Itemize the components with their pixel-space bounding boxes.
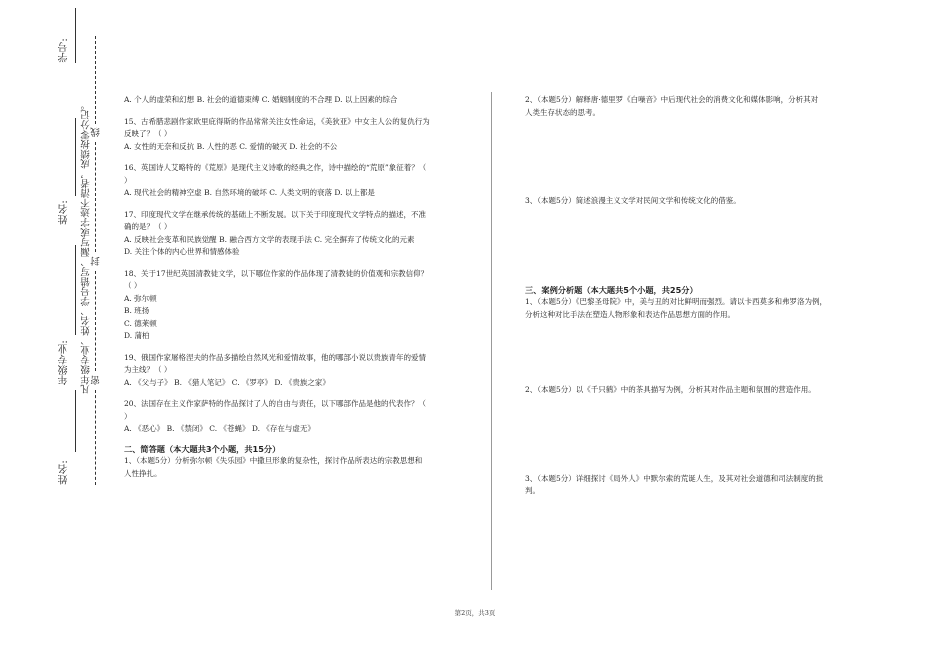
q16-options: A. 现代社会的精神空虚 B. 自然环境的破坏 C. 人类文明的衰落 D. 以上都是 bbox=[124, 188, 375, 197]
q16-text-1: 16、英国诗人艾略特的《荒原》是现代主义诗歌的经典之作，诗中描绘的“荒原”象征着？（ bbox=[124, 163, 427, 172]
seal-line-top bbox=[95, 36, 96, 124]
binding-warning: 凡年级专业、姓名、学号错写、漏写或字迹不清者，成绩按零分记。 bbox=[81, 100, 92, 394]
q14-options: A. 个人的虚荣和幻想 B. 社会的道德束缚 C. 婚姻制度的不合理 D. 以上因素的综合 bbox=[124, 95, 398, 104]
s2-q2-line-1: 2、（本题5分）解释唐·德里罗《白噪音》中后现代社会的消费文化和媒体影响，分析其对 bbox=[525, 95, 819, 104]
s2-q1-line-1: 1、（本题5分）分析弥尔顿《失乐园》中撒旦形象的复杂性，探讨作品所表达的宗教思想和 bbox=[124, 456, 423, 465]
q17-text-2: 确的是？（ ） bbox=[124, 222, 172, 231]
q18-text-1: 18、关于17世纪英国清教徒文学，以下哪位作家的作品体现了清教徒的价值观和宗教信仰？ bbox=[124, 268, 429, 278]
section2-title: 二、简答题（本大题共3个小题，共15分） bbox=[124, 443, 281, 454]
binding-margin bbox=[0, 0, 110, 672]
q19-options: A. 《父与子》 B. 《猎人笔记》 C. 《罗亭》 D. 《贵族之家》 bbox=[124, 377, 330, 387]
section3-title: 三、案例分析题（本大题共5个小题，共25分） bbox=[525, 284, 698, 295]
s3-q1-line-2: 分析这种对比手法在塑造人物形象和表达作品思想方面的作用。 bbox=[525, 309, 735, 319]
seal-char-xian: 线 bbox=[91, 127, 102, 137]
seal-line-bottom bbox=[95, 390, 96, 485]
class-line bbox=[75, 245, 76, 335]
q18-option-c: C. 德莱顿 bbox=[124, 318, 157, 328]
seal-line-mid1 bbox=[95, 142, 96, 252]
name-label: 姓名: bbox=[59, 200, 70, 225]
s3-q3-line-1: 3、（本题5分）详细探讨《局外人》中默尔索的荒诞人生，及其对社会道德和司法制度的批 bbox=[525, 473, 824, 483]
page-footer: 第2页，共3页 bbox=[454, 609, 496, 617]
column-divider bbox=[491, 92, 492, 590]
q15-text-1: 15、古希腊悲剧作家欧里庇得斯的作品常常关注女性命运，《美狄亚》中女主人公的复仇行为 bbox=[124, 116, 430, 126]
s2-q3-line-1: 3、（本题5分）简述浪漫主义文学对民间文学和传统文化的借鉴。 bbox=[525, 196, 741, 205]
s3-q3-line-2: 判。 bbox=[525, 486, 540, 495]
q20-text-2: ） bbox=[124, 411, 132, 421]
left-column bbox=[124, 94, 484, 480]
q20-text-1: 20、法国存在主义作家萨特的作品探讨了人的自由与责任，以下哪部作品是他的代表作？（ bbox=[124, 399, 427, 408]
school-label: 姓名: bbox=[59, 460, 70, 485]
q15-options: A. 女性的无奈和反抗 B. 人性的恶 C. 爱情的破灭 D. 社会的不公 bbox=[124, 141, 338, 151]
q19-text-2: 为主线？（ ） bbox=[124, 365, 172, 374]
q19-text-1: 19、俄国作家屠格涅夫的作品多描绘自然风光和爱情故事，他的哪部小说以贵族青年的爱情 bbox=[124, 352, 427, 362]
name-line bbox=[75, 118, 76, 196]
s3-q1-line-1: 1、（本题5分）《巴黎圣母院》中，美与丑的对比鲜明而强烈。请以卡西莫多和弗罗洛为例， bbox=[525, 297, 828, 306]
q18-option-a: A. 弥尔顿 bbox=[124, 293, 157, 303]
seal-char-mi: 密 bbox=[91, 375, 102, 385]
class-label: 年级专业: bbox=[59, 340, 70, 385]
s2-q1-line-2: 人性挣扎。 bbox=[124, 468, 162, 478]
q17-option-1: A. 反映社会变革和民族觉醒 B. 融合西方文学的表现手法 C. 完全摒弃了传统文化的元素 bbox=[124, 234, 415, 244]
q17-option-2: D. 关注个体的内心世界和情感体验 bbox=[124, 247, 240, 256]
seal-line-mid2 bbox=[95, 271, 96, 371]
s3-q2-line-1: 2、（本题5分）以《千只鹤》中的茶具描写为例，分析其对作品主题和氛围的营造作用。 bbox=[525, 385, 816, 394]
student-no-label: 学号: bbox=[59, 38, 70, 63]
q18-option-b: B. 班扬 bbox=[124, 306, 150, 315]
q17-text-1: 17、印度现代文学在继承传统的基础上不断发展。以下关于印度现代文学特点的描述，不准 bbox=[124, 209, 427, 219]
q16-text-2: ） bbox=[124, 175, 132, 185]
student-no-line bbox=[75, 8, 76, 63]
s2-q2-line-2: 人类生存状态的思考。 bbox=[525, 107, 600, 117]
right-column bbox=[525, 94, 870, 498]
school-line bbox=[75, 390, 76, 452]
q18-option-d: D. 蒲柏 bbox=[124, 331, 150, 340]
q15-text-2: 反映了？（ ） bbox=[124, 129, 172, 138]
q18-text-2: （ ） bbox=[124, 281, 142, 290]
seal-char-feng: 封 bbox=[91, 256, 102, 266]
q20-options: A. 《恶心》 B. 《禁闭》 C. 《苍蝇》 D. 《存在与虚无》 bbox=[124, 424, 315, 433]
